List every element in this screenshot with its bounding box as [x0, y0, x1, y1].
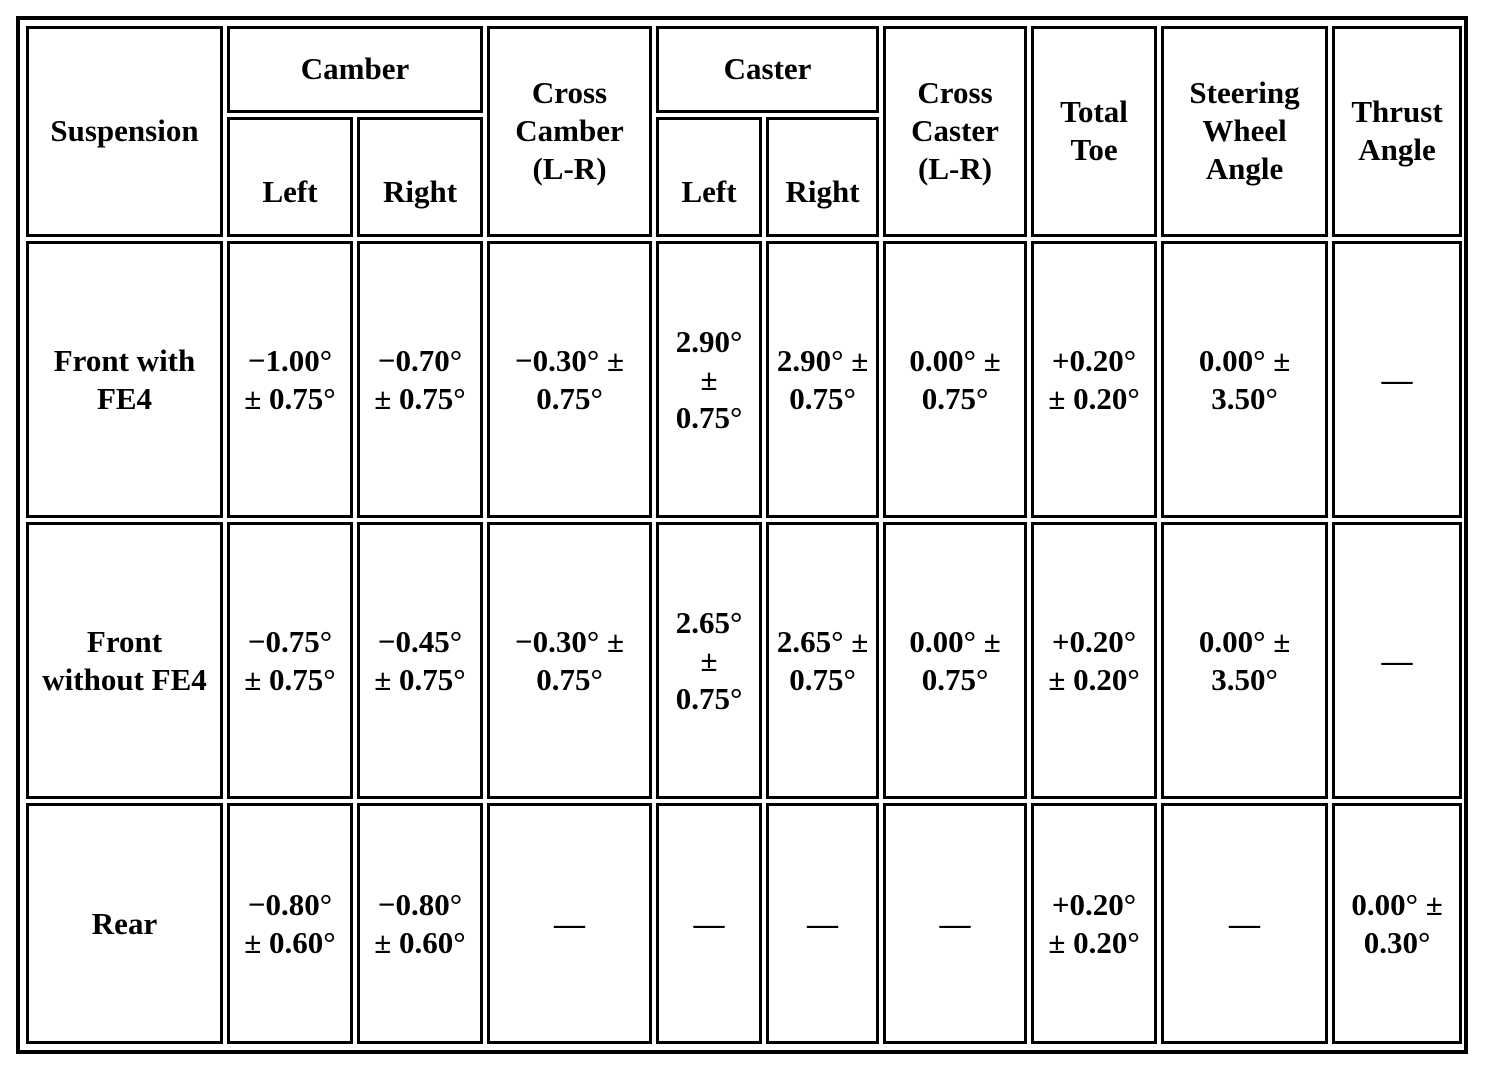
cell-thrust-angle — [1332, 803, 1462, 1044]
cell-text: 0.30° — [1363, 924, 1431, 960]
cell-text: — — [807, 905, 839, 941]
cell-text: — — [1381, 361, 1413, 397]
cell-text: ± 0.20° — [1048, 661, 1140, 697]
cell-caster-right — [766, 241, 879, 518]
header-cross-caster-line3: (L-R) — [918, 151, 993, 187]
cell-text: −0.70° — [377, 342, 463, 378]
cell-text: 0.00° ± — [1198, 623, 1291, 659]
cell-suspension — [26, 522, 223, 799]
cell-text: ± 0.75° — [374, 380, 466, 416]
cell-caster-left — [656, 803, 762, 1044]
cell-text: −0.45° — [377, 623, 463, 659]
cell-text: 0.75° — [789, 380, 856, 416]
header-cross-camber-line1: Cross — [531, 75, 608, 111]
cell-cross-camber — [487, 241, 652, 518]
header-total-toe-line2: Toe — [1070, 132, 1118, 168]
cell-text: 0.75° — [536, 661, 603, 697]
cell-text: 3.50° — [1211, 380, 1278, 416]
cell-steering-wheel-angle — [1161, 803, 1328, 1044]
header-caster-right — [766, 117, 879, 237]
header-cross-caster-line2: Caster — [911, 113, 999, 149]
cell-text: 0.00° ± — [909, 623, 1001, 659]
header-steering-line3: Angle — [1205, 151, 1284, 187]
cell-caster-right — [766, 803, 879, 1044]
cell-steering-wheel-angle — [1161, 522, 1328, 799]
cell-steering-wheel-angle — [1161, 241, 1328, 518]
header-row-top — [26, 26, 1462, 113]
cell-text: without FE4 — [42, 661, 207, 697]
table-row — [26, 803, 1462, 1044]
header-camber — [227, 26, 483, 113]
cell-text: — — [554, 905, 586, 941]
cell-text: ± — [700, 361, 718, 397]
cell-text: 0.75° — [675, 399, 743, 435]
header-cross-caster — [883, 26, 1027, 237]
cell-text: 0.75° — [675, 680, 743, 716]
table-row — [26, 522, 1462, 799]
cell-text: ± 0.60° — [244, 924, 336, 960]
cell-total-toe — [1031, 522, 1157, 799]
header-steering-line2: Wheel — [1202, 113, 1287, 149]
cell-cross-camber — [487, 803, 652, 1044]
cell-text: ± — [700, 642, 718, 678]
cell-text: 2.65° ± — [776, 623, 869, 659]
table-row — [26, 241, 1462, 518]
cell-text: ± 0.60° — [374, 924, 466, 960]
cell-suspension — [26, 803, 223, 1044]
cell-camber-right — [357, 241, 483, 518]
header-caster — [656, 26, 879, 113]
cell-camber-left — [227, 241, 353, 518]
header-total-toe-line1: Total — [1060, 94, 1128, 130]
cell-text: 0.75° — [921, 661, 989, 697]
cell-cross-caster — [883, 522, 1027, 799]
cell-camber-right — [357, 522, 483, 799]
cell-text: ± 0.75° — [244, 380, 336, 416]
cell-text: 0.00° ± — [909, 342, 1001, 378]
cell-caster-left — [656, 241, 762, 518]
cell-text: −1.00° — [247, 342, 333, 378]
cell-text: Front with — [53, 342, 196, 378]
header-steering-wheel-angle — [1161, 26, 1328, 237]
cell-cross-camber — [487, 522, 652, 799]
header-cross-camber-line2: Camber — [515, 113, 624, 149]
cell-text: — — [693, 905, 725, 941]
cell-text: +0.20° — [1051, 623, 1137, 659]
header-total-toe — [1031, 26, 1157, 237]
cell-text: Rear — [91, 905, 158, 941]
cell-text: 0.75° — [921, 380, 989, 416]
header-thrust-angle — [1332, 26, 1462, 237]
alignment-spec-table-frame — [16, 16, 1468, 1054]
header-thrust-line2: Angle — [1358, 132, 1436, 168]
cell-total-toe — [1031, 241, 1157, 518]
cell-text: FE4 — [96, 380, 153, 416]
cell-text: — — [1229, 905, 1261, 941]
cell-caster-left — [656, 522, 762, 799]
cell-text: +0.20° — [1051, 342, 1137, 378]
cell-text: ± 0.20° — [1048, 924, 1140, 960]
cell-text: — — [939, 905, 971, 941]
header-camber-left-label: Left — [262, 173, 318, 209]
cell-suspension — [26, 241, 223, 518]
header-camber-right — [357, 117, 483, 237]
cell-text: ± 0.20° — [1048, 380, 1140, 416]
cell-cross-caster — [883, 803, 1027, 1044]
cell-text: −0.80° — [247, 886, 333, 922]
cell-text: 0.75° — [536, 380, 603, 416]
header-cross-caster-line1: Cross — [917, 75, 993, 111]
cell-text: 0.00° ± — [1198, 342, 1291, 378]
cell-text: 0.00° ± — [1351, 886, 1443, 922]
cell-camber-right — [357, 803, 483, 1044]
cell-text: ± 0.75° — [374, 661, 466, 697]
header-camber-left — [227, 117, 353, 237]
cell-text: −0.30° ± — [514, 623, 625, 659]
header-thrust-line1: Thrust — [1351, 94, 1443, 130]
header-caster-label: Caster — [723, 51, 812, 87]
cell-text: 2.90° ± — [776, 342, 869, 378]
cell-text: — — [1381, 642, 1413, 678]
header-camber-right-label: Right — [382, 173, 458, 209]
cell-text: 2.65° — [675, 604, 743, 640]
cell-text: 3.50° — [1211, 661, 1278, 697]
header-camber-label: Camber — [300, 51, 410, 87]
cell-text: Front — [86, 623, 163, 659]
cell-text: −0.30° ± — [514, 342, 625, 378]
cell-text: 0.75° — [789, 661, 856, 697]
cell-camber-left — [227, 522, 353, 799]
header-caster-left-label: Left — [681, 173, 737, 209]
cell-thrust-angle — [1332, 522, 1462, 799]
cell-text: −0.75° — [247, 623, 333, 659]
cell-cross-caster — [883, 241, 1027, 518]
header-cross-camber-line3: (L-R) — [532, 151, 607, 187]
header-cross-camber — [487, 26, 652, 237]
header-steering-line1: Steering — [1189, 75, 1300, 111]
cell-caster-right — [766, 522, 879, 799]
header-caster-right-label: Right — [785, 173, 860, 209]
cell-text: ± 0.75° — [244, 661, 336, 697]
header-caster-left — [656, 117, 762, 237]
cell-camber-left — [227, 803, 353, 1044]
alignment-spec-table — [22, 22, 1466, 1048]
cell-text: −0.80° — [377, 886, 463, 922]
cell-thrust-angle — [1332, 241, 1462, 518]
cell-text: 2.90° — [675, 323, 743, 359]
cell-text: +0.20° — [1051, 886, 1137, 922]
header-suspension-label: Suspension — [50, 113, 199, 149]
cell-total-toe — [1031, 803, 1157, 1044]
header-suspension — [26, 26, 223, 237]
